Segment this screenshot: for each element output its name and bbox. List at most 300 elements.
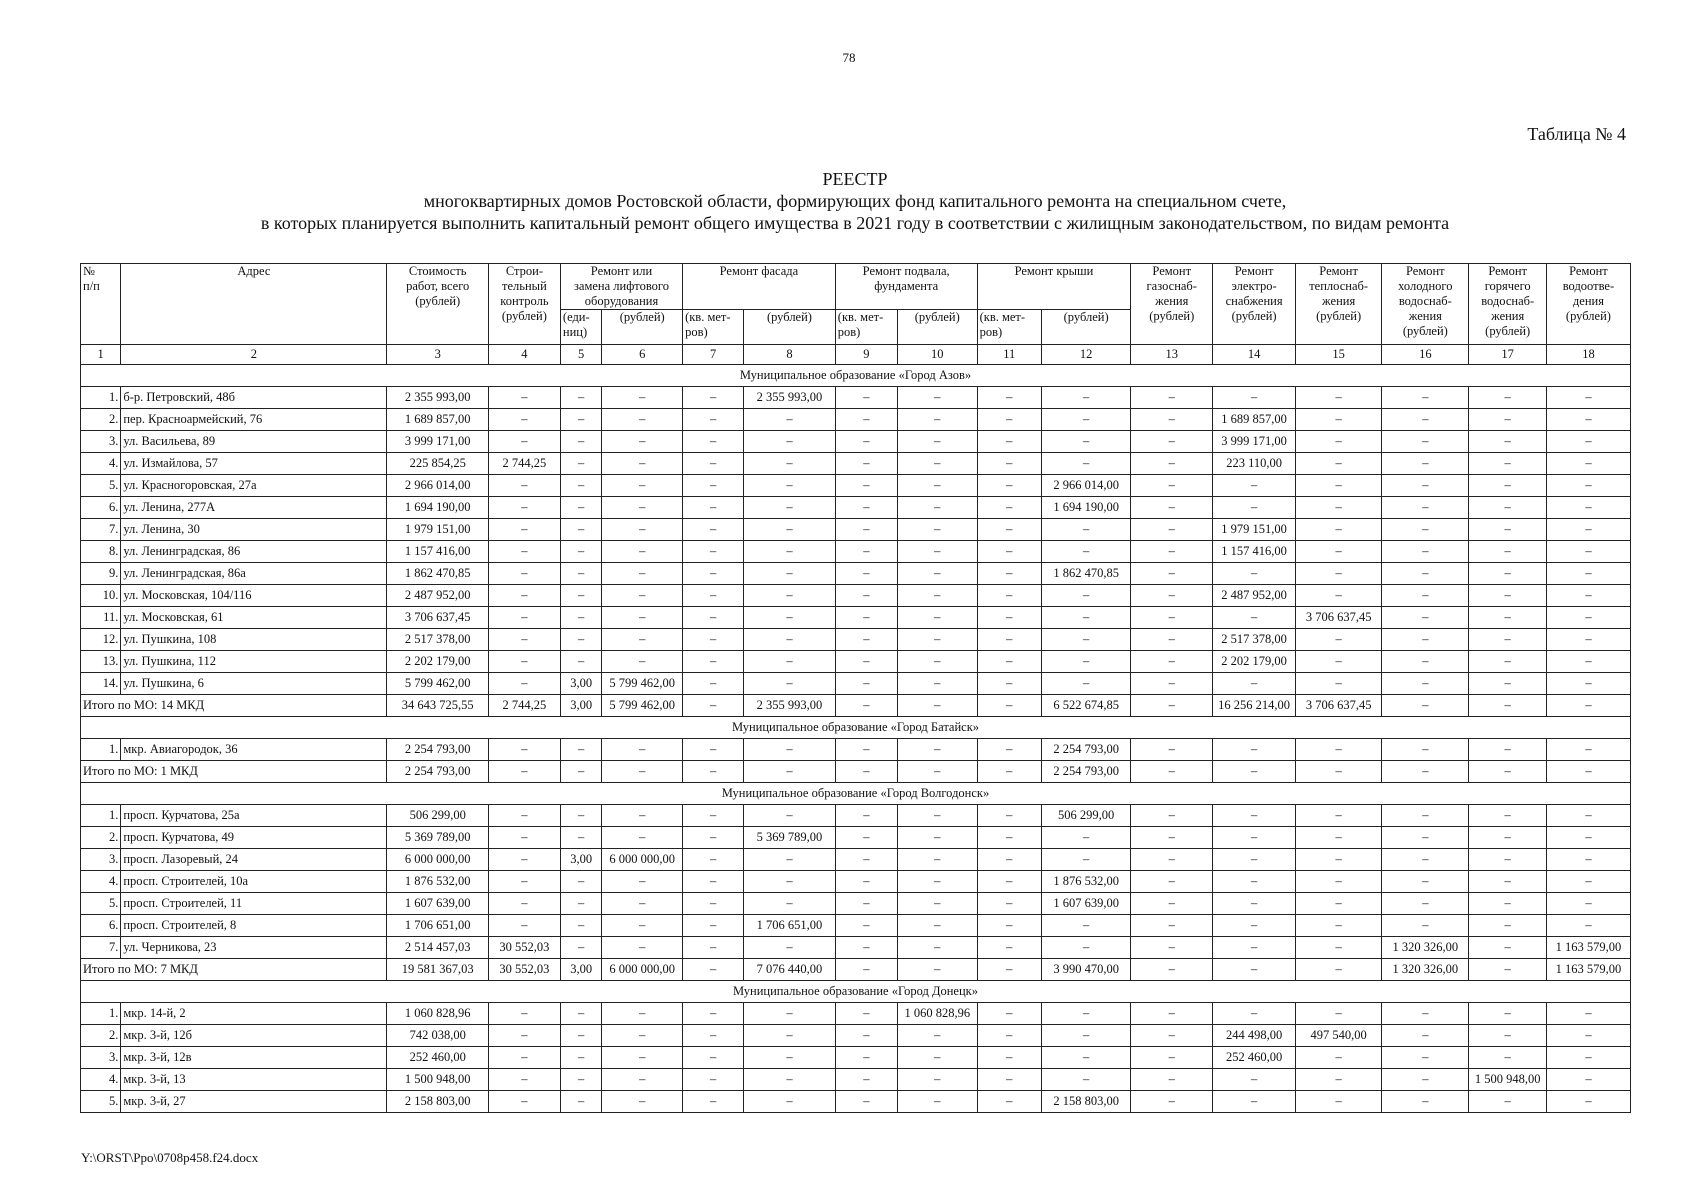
value-cell: 1 862 470,85: [1041, 563, 1130, 585]
value-cell: –: [1382, 1003, 1469, 1025]
value-cell: –: [1213, 1069, 1296, 1091]
value-cell: 506 299,00: [1041, 805, 1130, 827]
value-cell: –: [1041, 387, 1130, 409]
value-cell: –: [602, 431, 683, 453]
column-number: 1: [81, 345, 121, 365]
address-cell: ул. Ленинградская, 86а: [121, 563, 387, 585]
value-cell: –: [897, 519, 977, 541]
table-row: [81, 387, 1631, 409]
value-cell: –: [602, 475, 683, 497]
value-cell: –: [1041, 1069, 1130, 1091]
value-cell: –: [1041, 607, 1130, 629]
value-cell: –: [897, 409, 977, 431]
value-cell: 6 000 000,00: [387, 849, 488, 871]
value-cell: –: [977, 497, 1041, 519]
value-cell: 2 158 803,00: [1041, 1091, 1130, 1113]
value-cell: –: [683, 519, 744, 541]
value-cell: –: [835, 475, 897, 497]
value-cell: –: [1131, 541, 1213, 563]
value-cell: –: [1131, 871, 1213, 893]
row-number-cell: 5.: [81, 475, 121, 497]
value-cell: –: [835, 453, 897, 475]
value-cell: 506 299,00: [387, 805, 488, 827]
value-cell: 1 320 326,00: [1382, 937, 1469, 959]
section-header-row: [81, 717, 1631, 739]
value-cell: –: [1546, 475, 1630, 497]
value-cell: –: [835, 1069, 897, 1091]
table-row: [81, 475, 1631, 497]
value-cell: –: [977, 915, 1041, 937]
total-value-cell: 5 799 462,00: [602, 695, 683, 717]
value-cell: –: [1546, 541, 1630, 563]
value-cell: 742 038,00: [387, 1025, 488, 1047]
value-cell: –: [683, 805, 744, 827]
value-cell: 5 799 462,00: [387, 673, 488, 695]
header-facade-rubles: (рублей): [744, 310, 836, 345]
value-cell: –: [1131, 497, 1213, 519]
value-cell: 2 202 179,00: [1213, 651, 1296, 673]
value-cell: –: [1296, 893, 1382, 915]
value-cell: 6 000 000,00: [602, 849, 683, 871]
value-cell: 497 540,00: [1296, 1025, 1382, 1047]
value-cell: 1 060 828,96: [387, 1003, 488, 1025]
header-drainage: Ремонт водоотве- дения (рублей): [1546, 264, 1630, 345]
header-lift: Ремонт или замена лифтового оборудования: [560, 264, 682, 310]
value-cell: –: [1546, 871, 1630, 893]
table-row: [81, 739, 1631, 761]
value-cell: 1 060 828,96: [897, 1003, 977, 1025]
value-cell: –: [1469, 497, 1546, 519]
value-cell: 2 254 793,00: [387, 739, 488, 761]
value-cell: –: [1296, 673, 1382, 695]
address-cell: мкр. Авиагородок, 36: [121, 739, 387, 761]
value-cell: –: [1131, 409, 1213, 431]
value-cell: –: [602, 453, 683, 475]
header-lift-units: (еди- ниц): [560, 310, 601, 345]
value-cell: –: [1546, 1047, 1630, 1069]
value-cell: –: [1296, 541, 1382, 563]
column-number: 3: [387, 345, 488, 365]
total-value-cell: 6 000 000,00: [602, 959, 683, 981]
value-cell: 1 689 857,00: [1213, 409, 1296, 431]
value-cell: –: [1382, 563, 1469, 585]
value-cell: –: [1131, 607, 1213, 629]
value-cell: –: [1546, 1091, 1630, 1113]
value-cell: –: [602, 1047, 683, 1069]
total-value-cell: –: [683, 695, 744, 717]
value-cell: –: [1382, 519, 1469, 541]
value-cell: 3 706 637,45: [387, 607, 488, 629]
value-cell: –: [977, 1047, 1041, 1069]
value-cell: 1 500 948,00: [1469, 1069, 1546, 1091]
value-cell: –: [1469, 827, 1546, 849]
value-cell: –: [835, 387, 897, 409]
value-cell: 2 966 014,00: [1041, 475, 1130, 497]
value-cell: –: [1382, 1069, 1469, 1091]
document-subtitle-line-1: многоквартирных домов Ростовской области, формирующих фонд капитального ремонта на специальном счете,: [423, 191, 1287, 211]
value-cell: 2 744,25: [488, 453, 560, 475]
value-cell: –: [683, 585, 744, 607]
value-cell: –: [835, 607, 897, 629]
header-address: Адрес: [121, 264, 387, 345]
value-cell: –: [602, 541, 683, 563]
address-cell: ул. Пушкина, 112: [121, 651, 387, 673]
address-cell: ул. Ленина, 277А: [121, 497, 387, 519]
row-number-cell: 3.: [81, 431, 121, 453]
value-cell: –: [1469, 519, 1546, 541]
row-number-cell: 2.: [81, 1025, 121, 1047]
value-cell: 1 607 639,00: [387, 893, 488, 915]
value-cell: 2 966 014,00: [387, 475, 488, 497]
value-cell: –: [683, 475, 744, 497]
title-block: [80, 168, 1630, 234]
table-row: [81, 805, 1631, 827]
total-value-cell: –: [897, 761, 977, 783]
document-subtitle-line-2: в которых планируется выполнить капитальный ремонт общего имущества в 2021 году в соответствии с жилищным законодательством, по видам ремонта: [260, 213, 1450, 233]
value-cell: –: [602, 497, 683, 519]
row-number-cell: 1.: [81, 739, 121, 761]
value-cell: –: [1469, 1025, 1546, 1047]
value-cell: –: [488, 673, 560, 695]
value-cell: –: [1131, 475, 1213, 497]
value-cell: –: [1296, 431, 1382, 453]
value-cell: 1 706 651,00: [387, 915, 488, 937]
value-cell: –: [1131, 585, 1213, 607]
value-cell: 252 460,00: [387, 1047, 488, 1069]
total-value-cell: –: [1382, 695, 1469, 717]
value-cell: –: [835, 827, 897, 849]
value-cell: –: [1382, 409, 1469, 431]
value-cell: –: [1131, 519, 1213, 541]
address-cell: ул. Ленинградская, 86: [121, 541, 387, 563]
total-value-cell: –: [683, 761, 744, 783]
value-cell: 1 862 470,85: [387, 563, 488, 585]
value-cell: 3 999 171,00: [1213, 431, 1296, 453]
value-cell: –: [1382, 893, 1469, 915]
value-cell: –: [835, 673, 897, 695]
municipality-title: Муниципальное образование «Город Донецк»: [81, 981, 1631, 1003]
value-cell: –: [1469, 1091, 1546, 1113]
value-cell: –: [1131, 1069, 1213, 1091]
value-cell: –: [1382, 1047, 1469, 1069]
value-cell: –: [1382, 585, 1469, 607]
value-cell: –: [683, 431, 744, 453]
value-cell: –: [1296, 387, 1382, 409]
value-cell: –: [835, 585, 897, 607]
header-basement-rubles: (рублей): [897, 310, 977, 345]
value-cell: 2 355 993,00: [387, 387, 488, 409]
address-cell: мкр. 3-й, 12в: [121, 1047, 387, 1069]
value-cell: –: [1131, 805, 1213, 827]
value-cell: 1 157 416,00: [1213, 541, 1296, 563]
value-cell: –: [1469, 893, 1546, 915]
total-value-cell: –: [1382, 761, 1469, 783]
row-number-cell: 4.: [81, 1069, 121, 1091]
value-cell: –: [744, 475, 836, 497]
column-number: 6: [602, 345, 683, 365]
value-cell: –: [744, 453, 836, 475]
value-cell: –: [977, 409, 1041, 431]
value-cell: –: [977, 1025, 1041, 1047]
value-cell: –: [1469, 915, 1546, 937]
value-cell: –: [835, 629, 897, 651]
address-cell: ул. Васильева, 89: [121, 431, 387, 453]
value-cell: –: [1546, 519, 1630, 541]
value-cell: –: [744, 1003, 836, 1025]
value-cell: –: [1041, 409, 1130, 431]
value-cell: –: [560, 519, 601, 541]
value-cell: –: [744, 1047, 836, 1069]
value-cell: 223 110,00: [1213, 453, 1296, 475]
value-cell: –: [897, 1091, 977, 1113]
value-cell: –: [602, 387, 683, 409]
value-cell: –: [488, 1047, 560, 1069]
value-cell: –: [488, 607, 560, 629]
value-cell: –: [602, 1003, 683, 1025]
table-row: [81, 607, 1631, 629]
value-cell: –: [897, 1047, 977, 1069]
value-cell: –: [897, 607, 977, 629]
value-cell: –: [1041, 453, 1130, 475]
total-value-cell: –: [1213, 959, 1296, 981]
value-cell: –: [1213, 849, 1296, 871]
total-value-cell: –: [1469, 761, 1546, 783]
value-cell: –: [1131, 387, 1213, 409]
value-cell: –: [897, 651, 977, 673]
value-cell: –: [1296, 497, 1382, 519]
total-value-cell: –: [835, 761, 897, 783]
address-cell: б-р. Петровский, 48б: [121, 387, 387, 409]
value-cell: –: [602, 893, 683, 915]
value-cell: –: [1296, 1069, 1382, 1091]
value-cell: 2 158 803,00: [387, 1091, 488, 1113]
row-number-cell: 2.: [81, 827, 121, 849]
value-cell: –: [488, 1069, 560, 1091]
value-cell: –: [897, 563, 977, 585]
value-cell: –: [560, 629, 601, 651]
value-cell: –: [560, 739, 601, 761]
total-value-cell: –: [744, 761, 836, 783]
value-cell: –: [1296, 1091, 1382, 1113]
value-cell: –: [977, 651, 1041, 673]
value-cell: –: [897, 827, 977, 849]
value-cell: 1 689 857,00: [387, 409, 488, 431]
value-cell: –: [1469, 849, 1546, 871]
value-cell: –: [1546, 651, 1630, 673]
value-cell: –: [488, 409, 560, 431]
address-cell: мкр. 3-й, 12б: [121, 1025, 387, 1047]
value-cell: –: [1469, 475, 1546, 497]
value-cell: 30 552,03: [488, 937, 560, 959]
total-value-cell: –: [1546, 761, 1630, 783]
value-cell: –: [897, 387, 977, 409]
row-number-cell: 14.: [81, 673, 121, 695]
header-gas: Ремонт газоснаб- жения (рублей): [1131, 264, 1213, 345]
value-cell: –: [1213, 739, 1296, 761]
value-cell: –: [1382, 1091, 1469, 1113]
row-number-cell: 9.: [81, 563, 121, 585]
value-cell: –: [488, 805, 560, 827]
value-cell: –: [683, 871, 744, 893]
value-cell: –: [744, 937, 836, 959]
table-row: [81, 937, 1631, 959]
value-cell: –: [1131, 1003, 1213, 1025]
value-cell: –: [1546, 453, 1630, 475]
value-cell: –: [602, 607, 683, 629]
value-cell: –: [683, 893, 744, 915]
value-cell: –: [835, 871, 897, 893]
value-cell: –: [1296, 1003, 1382, 1025]
column-number: 16: [1382, 345, 1469, 365]
value-cell: –: [1041, 629, 1130, 651]
column-number: 13: [1131, 345, 1213, 365]
value-cell: –: [1296, 475, 1382, 497]
value-cell: –: [1469, 1047, 1546, 1069]
table-row: [81, 541, 1631, 563]
value-cell: 2 514 457,03: [387, 937, 488, 959]
value-cell: –: [1546, 893, 1630, 915]
value-cell: –: [1296, 915, 1382, 937]
total-value-cell: 2 744,25: [488, 695, 560, 717]
value-cell: –: [977, 673, 1041, 695]
column-number: 15: [1296, 345, 1382, 365]
value-cell: –: [977, 431, 1041, 453]
header-facade: Ремонт фасада: [683, 264, 836, 310]
address-cell: пер. Красноармейский, 76: [121, 409, 387, 431]
value-cell: –: [1296, 871, 1382, 893]
value-cell: –: [683, 453, 744, 475]
value-cell: –: [1469, 431, 1546, 453]
table-row: [81, 519, 1631, 541]
value-cell: –: [1296, 739, 1382, 761]
value-cell: –: [683, 673, 744, 695]
value-cell: –: [1296, 937, 1382, 959]
value-cell: –: [1213, 563, 1296, 585]
value-cell: –: [683, 629, 744, 651]
value-cell: –: [560, 475, 601, 497]
value-cell: –: [602, 651, 683, 673]
value-cell: –: [1469, 1003, 1546, 1025]
value-cell: –: [1041, 827, 1130, 849]
value-cell: –: [835, 1003, 897, 1025]
header-heat: Ремонт теплоснаб- жения (рублей): [1296, 264, 1382, 345]
value-cell: –: [977, 475, 1041, 497]
value-cell: –: [897, 431, 977, 453]
section-header-row: [81, 981, 1631, 1003]
value-cell: –: [1296, 453, 1382, 475]
value-cell: –: [1131, 893, 1213, 915]
value-cell: –: [835, 849, 897, 871]
row-number-cell: 5.: [81, 893, 121, 915]
value-cell: –: [488, 1003, 560, 1025]
value-cell: –: [1131, 651, 1213, 673]
address-cell: ул. Пушкина, 108: [121, 629, 387, 651]
value-cell: –: [488, 1091, 560, 1113]
value-cell: 1 876 532,00: [1041, 871, 1130, 893]
table-row: [81, 431, 1631, 453]
value-cell: –: [488, 827, 560, 849]
value-cell: –: [1131, 1025, 1213, 1047]
value-cell: –: [560, 1047, 601, 1069]
value-cell: –: [683, 607, 744, 629]
table-row: [81, 563, 1631, 585]
total-value-cell: –: [1131, 959, 1213, 981]
value-cell: –: [1296, 585, 1382, 607]
value-cell: –: [1546, 673, 1630, 695]
total-value-cell: 3,00: [560, 695, 601, 717]
value-cell: –: [1131, 827, 1213, 849]
value-cell: –: [488, 893, 560, 915]
column-number: 12: [1041, 345, 1130, 365]
value-cell: –: [1469, 673, 1546, 695]
value-cell: 2 254 793,00: [1041, 739, 1130, 761]
value-cell: –: [683, 1003, 744, 1025]
value-cell: –: [1546, 563, 1630, 585]
value-cell: –: [683, 937, 744, 959]
value-cell: –: [1546, 585, 1630, 607]
value-cell: 244 498,00: [1213, 1025, 1296, 1047]
column-number: 14: [1213, 345, 1296, 365]
value-cell: –: [1382, 541, 1469, 563]
page-number: 78: [842, 50, 856, 65]
value-cell: –: [488, 739, 560, 761]
value-cell: –: [1546, 915, 1630, 937]
value-cell: –: [488, 475, 560, 497]
value-cell: –: [1382, 629, 1469, 651]
value-cell: –: [897, 673, 977, 695]
value-cell: –: [1296, 519, 1382, 541]
value-cell: –: [897, 739, 977, 761]
value-cell: –: [602, 585, 683, 607]
address-cell: мкр. 3-й, 13: [121, 1069, 387, 1091]
value-cell: –: [560, 827, 601, 849]
value-cell: –: [1296, 1047, 1382, 1069]
table-row: [81, 651, 1631, 673]
value-cell: –: [1213, 1091, 1296, 1113]
table-header: [81, 264, 1631, 365]
table-row: [81, 585, 1631, 607]
row-number-cell: 3.: [81, 1047, 121, 1069]
value-cell: –: [602, 827, 683, 849]
value-cell: –: [560, 497, 601, 519]
value-cell: 3,00: [560, 849, 601, 871]
value-cell: –: [602, 1069, 683, 1091]
value-cell: –: [835, 431, 897, 453]
value-cell: 1 694 190,00: [1041, 497, 1130, 519]
total-row: [81, 959, 1631, 981]
table-row: [81, 1025, 1631, 1047]
value-cell: –: [1382, 453, 1469, 475]
value-cell: –: [744, 497, 836, 519]
value-cell: –: [977, 541, 1041, 563]
row-number-cell: 7.: [81, 519, 121, 541]
value-cell: –: [1131, 1091, 1213, 1113]
total-value-cell: –: [602, 761, 683, 783]
value-cell: –: [897, 871, 977, 893]
column-number: 11: [977, 345, 1041, 365]
value-cell: –: [560, 1069, 601, 1091]
value-cell: –: [602, 519, 683, 541]
value-cell: –: [683, 849, 744, 871]
municipality-title: Муниципальное образование «Город Азов»: [81, 365, 1631, 387]
value-cell: –: [683, 541, 744, 563]
value-cell: –: [744, 519, 836, 541]
municipality-title: Муниципальное образование «Город Батайск»: [81, 717, 1631, 739]
value-cell: –: [1546, 497, 1630, 519]
value-cell: –: [1213, 805, 1296, 827]
value-cell: –: [1469, 453, 1546, 475]
total-value-cell: –: [1296, 959, 1382, 981]
